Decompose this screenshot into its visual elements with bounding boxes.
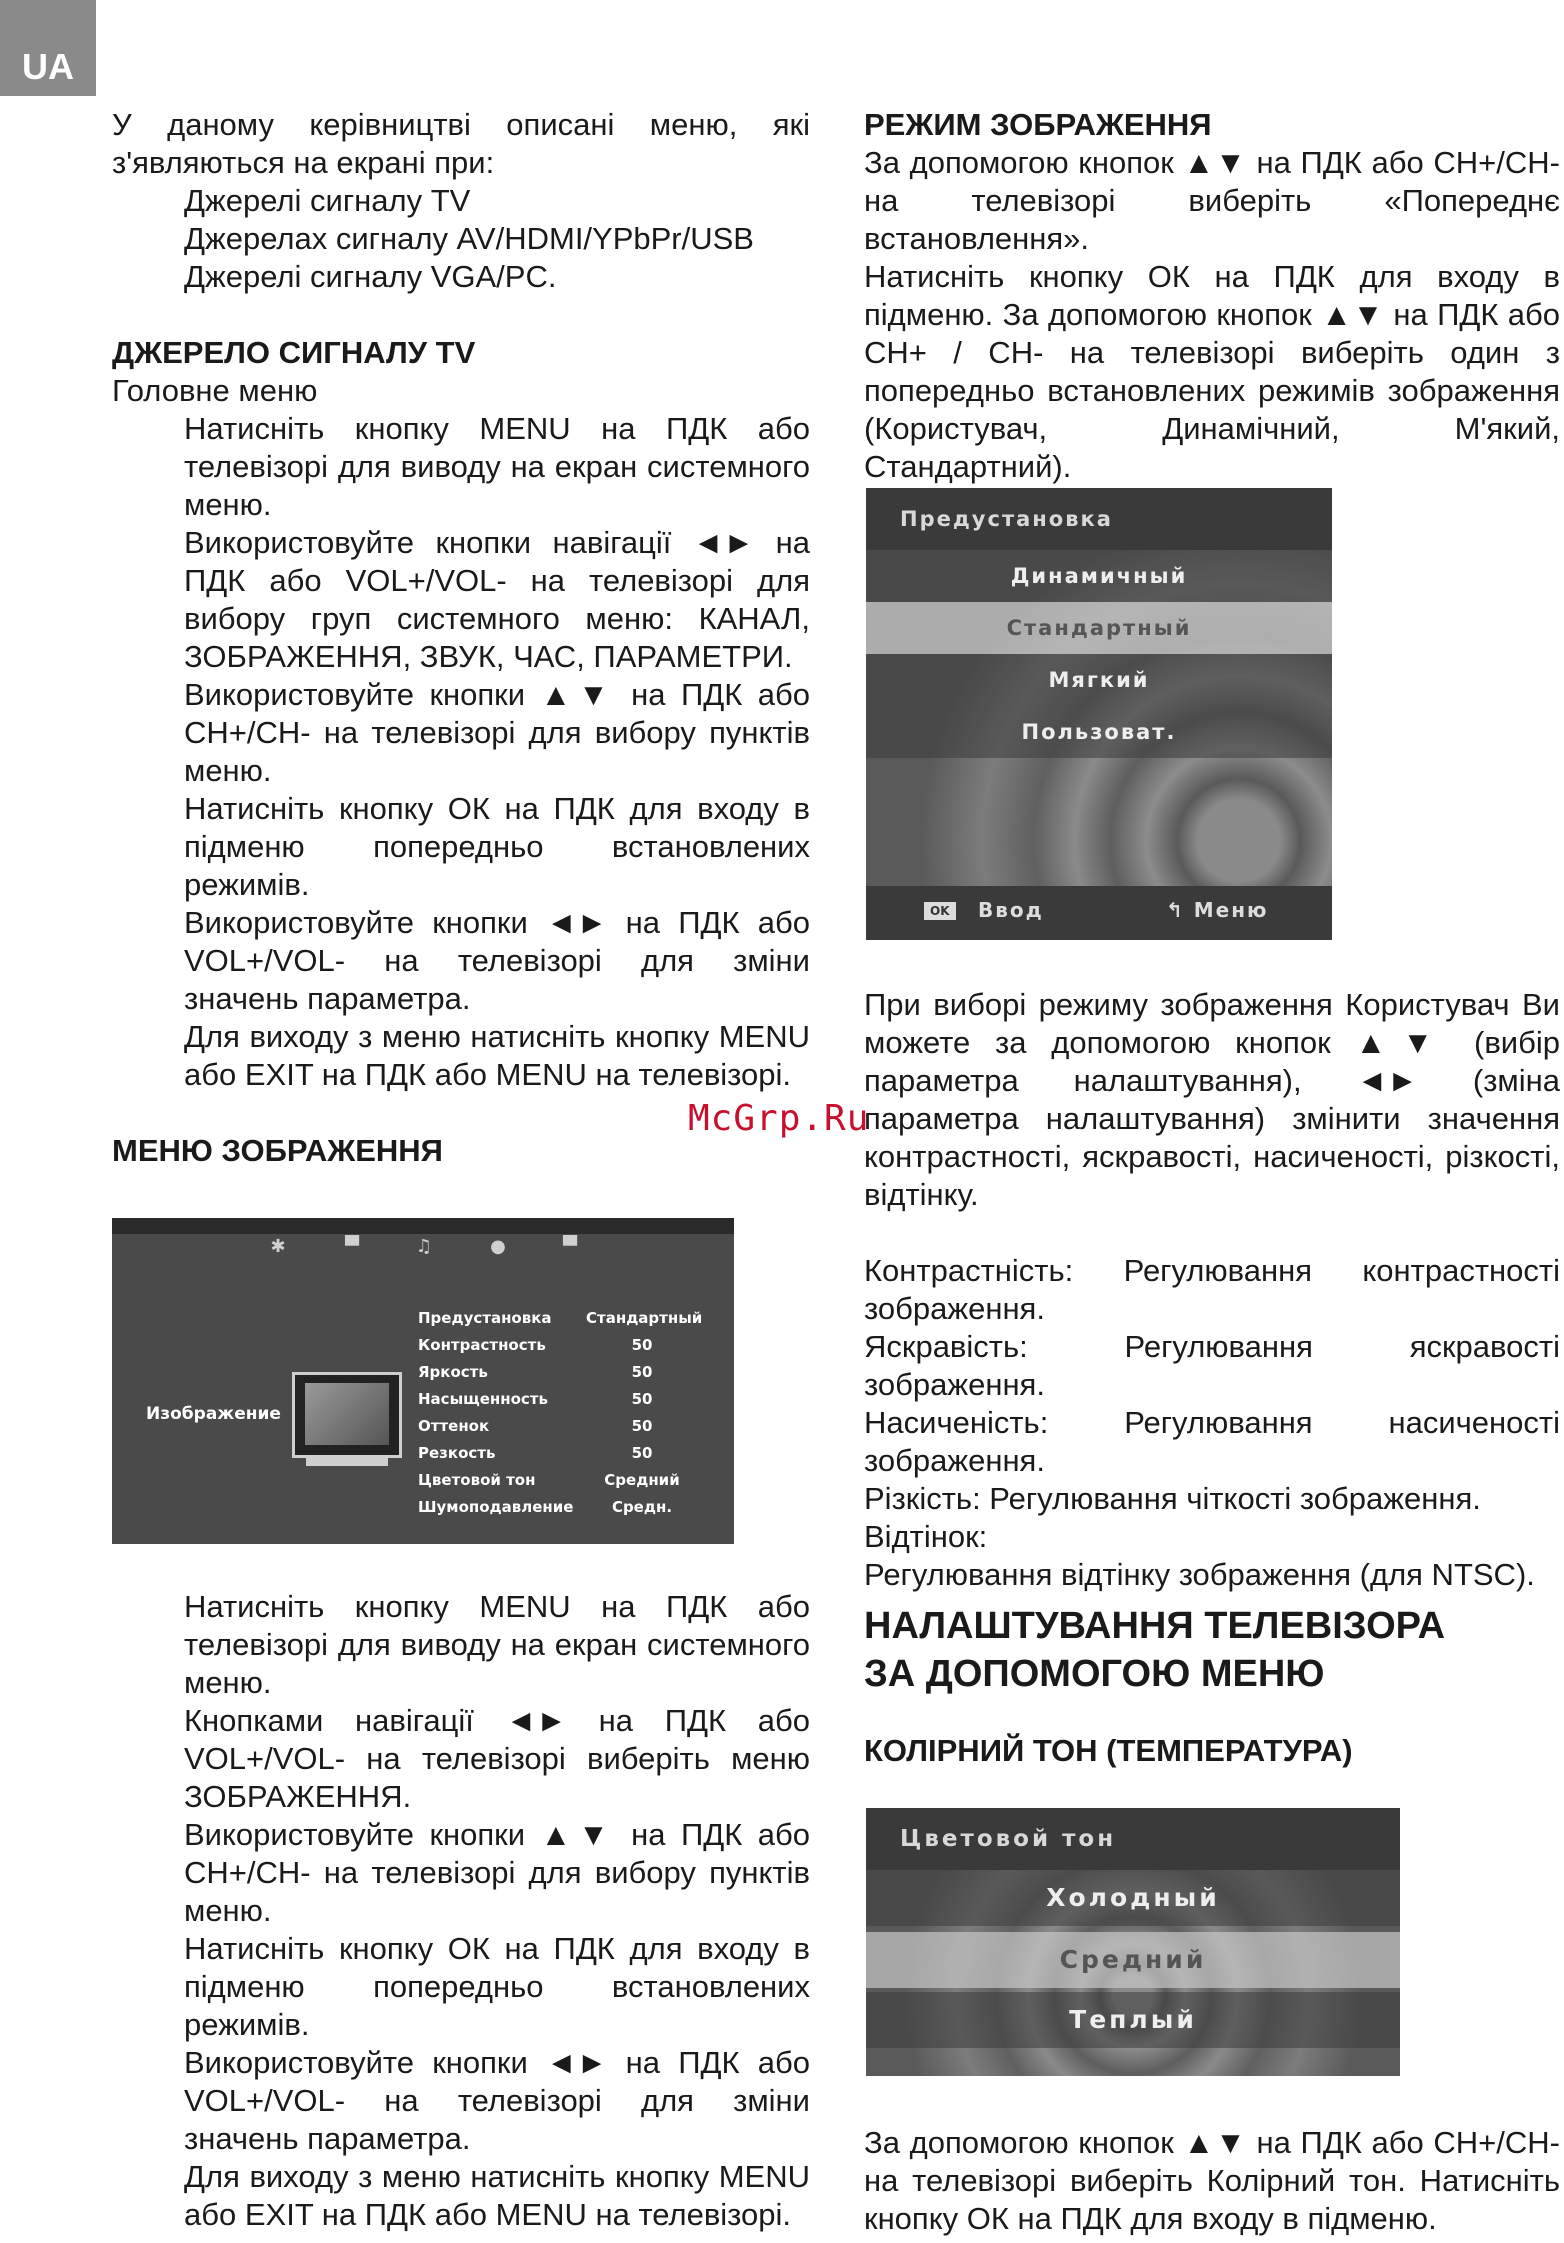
picture-step: Натисніть кнопку ОК на ПДК для входу в підменю попередньо встановлених режимів. xyxy=(184,1931,810,2042)
setting-value: Средн. xyxy=(611,1497,673,1516)
preset-option[interactable]: Стандартный xyxy=(866,602,1332,654)
user-mode-paragraph: При виборі режиму зображення Користувач Ви можете за допомогою кнопок ▲▼ (вибір параметра налаштування), ◄► (зміна параметра налаштування) змінити значення контрастності, яскравості, насиченості, різкості, відтінку. xyxy=(864,987,1560,1212)
tone-option[interactable]: Средний xyxy=(866,1932,1400,1988)
contrast-desc: Контрастність: Регулювання контрастності зображення. xyxy=(864,1253,1560,1326)
options-icon: ▀ xyxy=(563,1236,577,1257)
setting-label: Контрастность xyxy=(418,1335,546,1354)
preset-option[interactable]: Динамичный xyxy=(866,550,1332,602)
source-item: Джерелах сигналу AV/HDMI/YPbPr/USB xyxy=(184,221,754,256)
menu-category-label: Изображение xyxy=(146,1404,281,1424)
tone-paragraph: За допомогою кнопок ▲▼ на ПДК або CH+/CH- на телевізорі виберіть Колірний тон. Натисніть кнопку ОК на ПДК для входу в підменю. xyxy=(864,2125,1560,2236)
color-tone-screen xyxy=(866,1808,1400,2076)
setting-row[interactable] xyxy=(418,1412,698,1439)
time-icon: ● xyxy=(490,1236,506,1257)
picture-step: Натисніть кнопку MENU на ПДК або телевізорі для виводу на екран системного меню. xyxy=(184,1589,810,1700)
preset-option[interactable]: Мягкий xyxy=(866,654,1332,706)
preset-title: Предустановка xyxy=(866,488,1332,550)
tv-step: Використовуйте кнопки ◄► на ПДК або VOL+/VOL- на телевізорі для зміни значень параметра. xyxy=(184,905,810,1016)
picture-step: Кнопками навігації ◄► на ПДК або VOL+/VOL- на телевізорі виберіть меню ЗОБРАЖЕННЯ. xyxy=(184,1703,810,1814)
mode-paragraph: Натисніть кнопку ОК на ПДК для входу в підменю. За допомогою кнопок ▲▼ на ПДК або CH+ / CH- на телевізорі виберіть один з попередньо встановлених режимів зображення (Користувач, Динамічний, М'який, Стандартний). xyxy=(864,259,1560,484)
left-column xyxy=(112,106,810,1170)
tv-steps xyxy=(112,410,810,1094)
picture-mode-heading: РЕЖИМ ЗОБРАЖЕННЯ xyxy=(864,107,1212,142)
tv-stand-icon xyxy=(306,1458,388,1466)
color-tone-heading: КОЛІРНИЙ ТОН (ТЕМПЕРАТУРА) xyxy=(864,1733,1353,1768)
picture-step: Використовуйте кнопки ▲▼ на ПДК або CH+/CH- на телевізорі для вибору пунктів меню. xyxy=(184,1817,810,1928)
setting-value: 50 xyxy=(631,1443,653,1462)
setting-label: Шумоподавление xyxy=(418,1497,574,1516)
right-column-mid xyxy=(864,986,1560,1594)
picture-step: Використовуйте кнопки ◄► на ПДК або VOL+/VOL- на телевізорі для зміни значень параметра. xyxy=(184,2045,810,2156)
picture-icon: ▀ xyxy=(345,1236,359,1257)
intro-text: У даному керівництві описані меню, які з'являються на екрані при: xyxy=(112,107,810,180)
setting-row[interactable] xyxy=(418,1304,703,1331)
tone-option[interactable]: Теплый xyxy=(866,1992,1400,2048)
preset-footer xyxy=(866,886,1332,940)
setting-row[interactable] xyxy=(418,1331,698,1358)
tone-text xyxy=(864,2124,1560,2238)
tint-desc: Регулювання відтінку зображення (для NTSC). xyxy=(864,1557,1535,1592)
right-column xyxy=(864,106,1560,486)
source-item: Джерелі сигналу VGA/PC. xyxy=(184,259,557,294)
saturation-desc: Насиченість: Регулювання насиченості зображення. xyxy=(864,1405,1560,1478)
setting-row[interactable] xyxy=(418,1385,698,1412)
picture-settings-list xyxy=(418,1304,703,1520)
picture-steps xyxy=(112,1588,810,2234)
tv-icon xyxy=(292,1372,402,1458)
setting-row[interactable] xyxy=(418,1493,698,1520)
picture-menu-screen xyxy=(112,1218,734,1544)
setting-row[interactable] xyxy=(418,1358,698,1385)
tv-step: Натисніть кнопку MENU на ПДК або телевізорі для виводу на екран системного меню. xyxy=(184,411,810,522)
menu-back-hint: ↰ Меню xyxy=(1166,898,1269,922)
tv-step: Використовуйте кнопки ▲▼ на ПДК або CH+/CH- на телевізорі для вибору пунктів меню. xyxy=(184,677,810,788)
tv-source-heading: ДЖЕРЕЛО СИГНАЛУ TV xyxy=(112,335,476,370)
setting-label: Оттенок xyxy=(418,1416,490,1435)
setting-label: Яркость xyxy=(418,1362,488,1381)
setting-value: 50 xyxy=(631,1389,653,1408)
main-menu-label: Головне меню xyxy=(112,373,318,408)
tv-step: Використовуйте кнопки навігації ◄► на ПДК або VOL+/VOL- на телевізорі для вибору груп системного меню: КАНАЛ, ЗОБРАЖЕННЯ, ЗВУК, ЧАС, ПАРАМЕТРИ. xyxy=(184,525,810,674)
setup-section xyxy=(864,1602,1560,1770)
preset-menu-screen xyxy=(866,488,1332,940)
source-list xyxy=(112,182,810,296)
sharpness-desc: Різкість: Регулювання чіткості зображення. xyxy=(864,1481,1481,1516)
watermark: McGrp.Ru xyxy=(688,1098,870,1139)
channel-icon: ✱ xyxy=(270,1236,286,1257)
preset-option[interactable]: Пользоват. xyxy=(866,706,1332,758)
setting-value: 50 xyxy=(631,1416,653,1435)
tone-title: Цветовой тон xyxy=(866,1808,1400,1870)
picture-menu-heading: МЕНЮ ЗОБРАЖЕННЯ xyxy=(112,1133,443,1168)
sound-icon: ♫ xyxy=(415,1236,433,1257)
setting-label: Насыщенность xyxy=(418,1389,548,1408)
tone-option[interactable]: Холодный xyxy=(866,1870,1400,1926)
setup-heading: ЗА ДОПОМОГОЮ МЕНЮ xyxy=(864,1653,1325,1695)
tv-step: Натисніть кнопку ОК на ПДК для входу в підменю попередньо встановлених режимів. xyxy=(184,791,810,902)
setting-row[interactable] xyxy=(418,1439,698,1466)
tint-label: Відтінок: xyxy=(864,1519,988,1554)
tv-step: Для виходу з меню натисніть кнопку MENU або EXIT на ПДК або MENU на телевізорі. xyxy=(184,1019,810,1092)
setting-value: Стандартный xyxy=(586,1308,703,1327)
setup-heading: НАЛАШТУВАННЯ ТЕЛЕВІЗОРА xyxy=(864,1605,1446,1647)
source-item: Джерелі сигналу TV xyxy=(184,183,471,218)
language-tab: UA xyxy=(0,0,96,96)
ok-badge-icon: OK xyxy=(924,902,956,920)
setting-label: Цветовой тон xyxy=(418,1470,536,1489)
enter-hint: Ввод xyxy=(978,898,1044,922)
picture-step: Для виходу з меню натисніть кнопку MENU або EXIT на ПДК або MENU на телевізорі. xyxy=(184,2159,810,2232)
mode-paragraph: За допомогою кнопок ▲▼ на ПДК або CH+/CH- на телевізорі виберіть «Попереднє встановлення». xyxy=(864,145,1560,256)
setting-value: 50 xyxy=(631,1335,653,1354)
setting-value: Средний xyxy=(604,1470,680,1489)
menu-icon-bar xyxy=(112,1218,734,1234)
setting-label: Предустановка xyxy=(418,1308,552,1327)
brightness-desc: Яскравість: Регулювання яскравості зображення. xyxy=(864,1329,1560,1402)
setting-label: Резкость xyxy=(418,1443,496,1462)
setting-row[interactable] xyxy=(418,1466,698,1493)
setting-value: 50 xyxy=(631,1362,653,1381)
